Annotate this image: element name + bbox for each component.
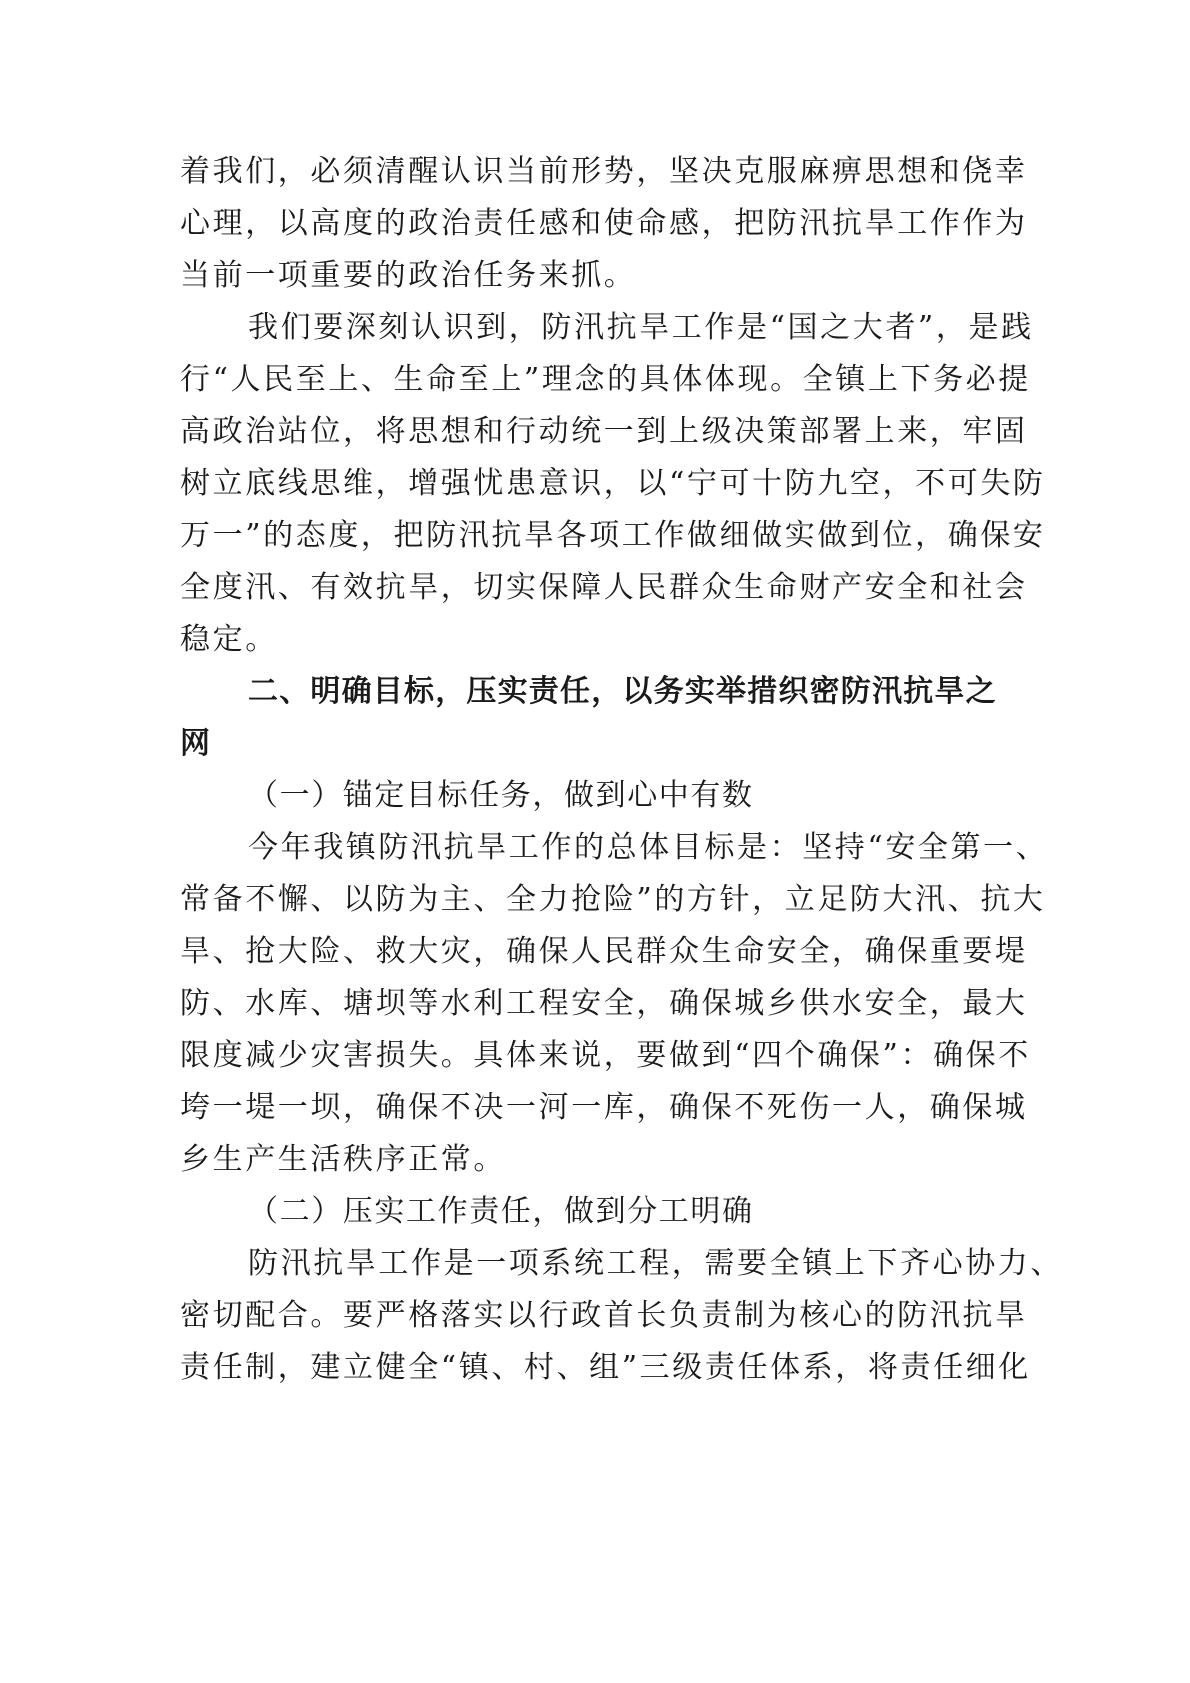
body-text-line: 我们要深刻认识到，防汛抗旱工作是“国之大者”，是践: [248, 310, 1034, 345]
body-text-line: 密切配合。要严格落实以行政首长负责制为核心的防汛抗旱: [180, 1298, 1028, 1333]
body-text-line: 垮一堤一坝，确保不决一河一库，确保不死伤一人，确保城: [180, 1090, 1028, 1125]
body-text-line: 当前一项重要的政治任务来抓。: [180, 258, 637, 293]
body-text-line: 全度汛、有效抗旱，切实保障人民群众生命财产安全和社会: [180, 570, 1028, 605]
body-text-line: 乡生产生活秩序正常。: [180, 1142, 506, 1177]
body-text-line: 防汛抗旱工作是一项系统工程，需要全镇上下齐心协力、: [248, 1246, 1063, 1281]
subsection-heading: （二）压实工作责任，做到分工明确: [248, 1194, 754, 1229]
body-text-line: 心理，以高度的政治责任感和使命感，把防汛抗旱工作作为: [180, 206, 1028, 241]
body-text-line: 高政治站位，将思想和行动统一到上级决策部署上来，牢固: [180, 414, 1028, 449]
body-text-line: 今年我镇防汛抗旱工作的总体目标是：坚持“安全第一、: [248, 830, 1049, 865]
subsection-heading: （一）锚定目标任务，做到心中有数: [248, 778, 754, 813]
body-text-line: 常备不懈、以防为主、全力抢险”的方针，立足防大汛、抗大: [180, 882, 1046, 917]
body-text-line: 树立底线思维，增强忧患意识，以“宁可十防九空，不可失防: [180, 466, 1046, 501]
body-text-line: 行“人民至上、生命至上”理念的具体体现。全镇上下务必提: [180, 362, 1031, 397]
body-text-line: 责任制，建立健全“镇、村、组”三级责任体系，将责任细化: [180, 1350, 1031, 1385]
body-text-line: 稳定。: [180, 622, 278, 657]
body-text-line: 旱、抢大险、救大灾，确保人民群众生命安全，确保重要堤: [180, 934, 1028, 969]
body-text-line: 限度减少灾害损失。具体来说，要做到“四个确保”：确保不: [180, 1038, 1031, 1073]
section-heading: 二、明确目标，压实责任，以务实举措织密防汛抗旱之: [248, 674, 997, 709]
section-heading-continuation: 网: [180, 726, 212, 761]
body-text-line: 防、水库、塘坝等水利工程安全，确保城乡供水安全，最大: [180, 986, 1028, 1021]
body-text-line: 着我们，必须清醒认识当前形势，坚决克服麻痹思想和侥幸: [180, 154, 1028, 189]
body-text-line: 万一”的态度，把防汛抗旱各项工作做细做实做到位，确保安: [180, 518, 1046, 553]
